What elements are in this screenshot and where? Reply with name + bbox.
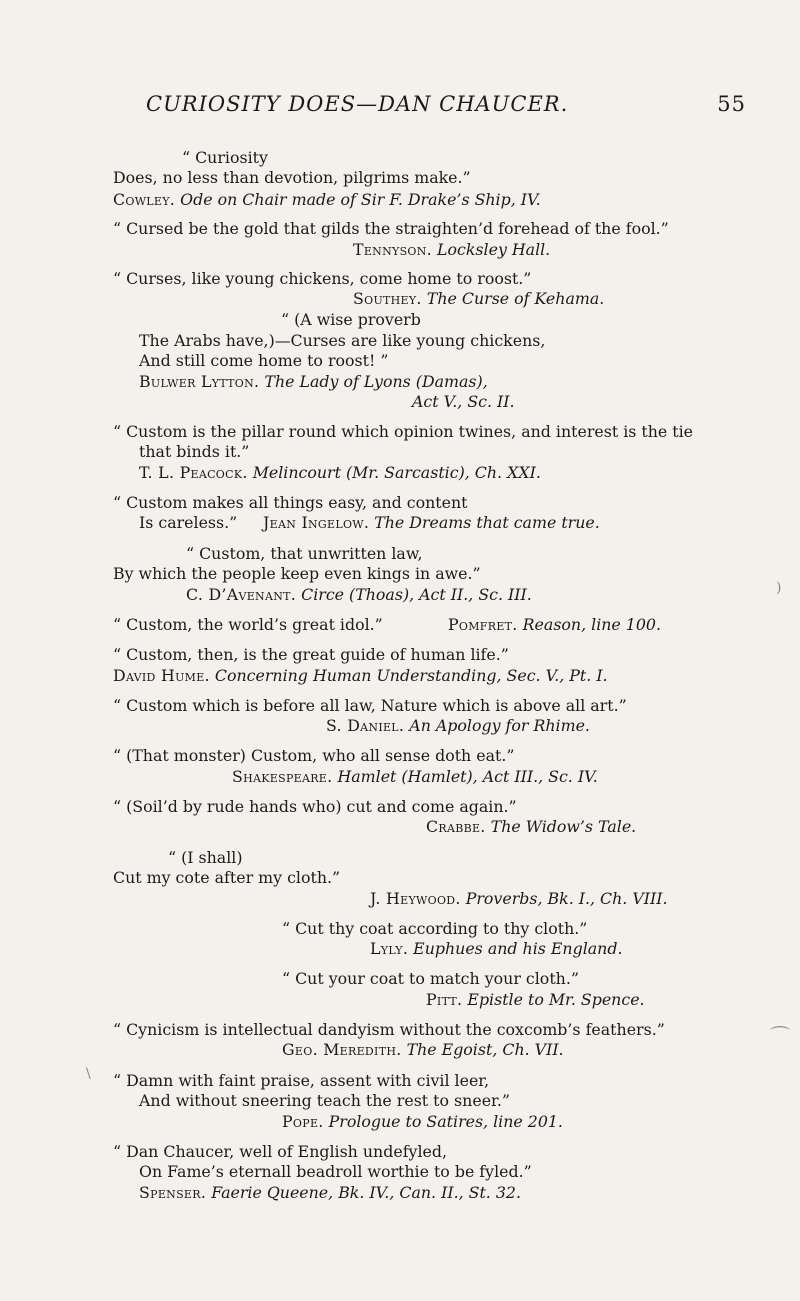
work-title: Reason, line 100. <box>522 615 661 634</box>
work-title: Circe (Thoas), Act II., Sc. III. <box>301 585 532 604</box>
work-title: Epistle to Mr. Spence. <box>467 990 645 1009</box>
quote-line: “ Cynicism is intellectual dandyism without the coxcomb’s feathers.” <box>113 1020 665 1039</box>
quote-line: “ (That monster) Custom, who all sense doth eat.” <box>113 746 515 765</box>
quote-line: “ Dan Chaucer, well of English undefyled, <box>113 1142 447 1161</box>
work-title: Hamlet (Hamlet), Act III., Sc. IV. <box>337 767 598 786</box>
scan-mark-bracket-icon: ⌒ <box>770 1024 790 1048</box>
citation <box>426 817 636 836</box>
page-number: 55 <box>717 92 746 116</box>
citation <box>139 463 541 482</box>
citation <box>139 1183 521 1202</box>
quote-line: “ (I shall) <box>168 848 243 867</box>
quote-line: “ Custom which is before all law, Nature which is above all art.” <box>113 696 627 715</box>
quote-line: “ (A wise proverb <box>281 310 421 329</box>
citation <box>426 990 645 1009</box>
author: Jean Ingelow. <box>263 513 370 532</box>
work-title: The Lady of Lyons (Damas), <box>264 372 488 391</box>
quote-line: “ (Soil’d by rude hands who) cut and come again.” <box>113 797 517 816</box>
work-title: An Apology for Rhime. <box>409 716 590 735</box>
quote-line: And still come home to roost! ” <box>139 351 389 370</box>
work-title: The Curse of Kehama. <box>426 289 605 308</box>
work-title: Melincourt (Mr. Sarcastic), Ch. XXI. <box>252 463 541 482</box>
work-title-continued: Act V., Sc. II. <box>412 392 515 411</box>
citation <box>282 1040 564 1059</box>
quote-line: “ Cut thy coat according to thy cloth.” <box>282 919 588 938</box>
author: J. Heywood. <box>370 889 461 908</box>
work-title: The Egoist, Ch. VII. <box>406 1040 564 1059</box>
author: Bulwer Lytton. <box>139 372 260 391</box>
work-title: Concerning Human Understanding, Sec. V., Pt. I. <box>214 666 608 685</box>
author: David Hume. <box>113 666 210 685</box>
quote-line: “ Custom, then, is the great guide of human life.” <box>113 645 509 664</box>
work-title: Ode on Chair made of Sir F. Drake’s Ship, IV. <box>180 190 541 209</box>
quote-line: Is careless.” <box>139 513 238 532</box>
author: Shakespeare. <box>232 767 333 786</box>
citation <box>113 666 608 685</box>
author: T. L. Peacock. <box>139 463 248 482</box>
quote-line: “ Curses, like young chickens, come home to roost.” <box>113 269 532 288</box>
work-title: The Dreams that came true. <box>374 513 600 532</box>
quote-line: “ Cut your coat to match your cloth.” <box>282 969 579 988</box>
author: S. Daniel. <box>326 716 405 735</box>
author: Lyly. <box>370 939 409 958</box>
quote-line: And without sneering teach the rest to sneer.” <box>139 1091 510 1110</box>
author: Geo. Meredith. <box>282 1040 402 1059</box>
author: Cowley. <box>113 190 176 209</box>
work-title: The Widow’s Tale. <box>490 817 637 836</box>
quote-line: “ Damn with faint praise, assent with civil leer, <box>113 1071 490 1090</box>
author: Pomfret. <box>448 615 518 634</box>
citation <box>353 289 604 308</box>
citation <box>353 240 550 259</box>
author: C. D’Avenant. <box>186 585 297 604</box>
author: Pitt. <box>426 990 463 1009</box>
citation <box>263 513 600 532</box>
citation <box>232 767 598 786</box>
author: Spenser. <box>139 1183 207 1202</box>
citation <box>282 1112 563 1131</box>
work-title: Faerie Queene, Bk. IV., Can. II., St. 32. <box>211 1183 521 1202</box>
quote-line: “ Custom is the pillar round which opinion twines, and interest is the tie <box>113 422 694 441</box>
citation <box>113 190 541 209</box>
quote-line: “ Custom makes all things easy, and content <box>113 493 468 512</box>
quote-line: The Arabs have,)—Curses are like young chickens, <box>139 331 546 350</box>
quote-line: Does, no less than devotion, pilgrims make.” <box>113 168 471 187</box>
author: Tennyson. <box>353 240 432 259</box>
work-title: Locksley Hall. <box>437 240 551 259</box>
scan-mark-bracket-icon: ) <box>776 580 782 596</box>
scan-mark-tick-icon: \ <box>86 1066 91 1082</box>
quote-line: On Fame’s eternall beadroll worthie to be fyled.” <box>139 1162 532 1181</box>
citation <box>370 889 668 908</box>
quote-line: “ Custom, the world’s great idol.” <box>113 615 383 634</box>
quote-line: By which the people keep even kings in awe.” <box>113 564 481 583</box>
work-title: Proverbs, Bk. I., Ch. VIII. <box>465 889 668 908</box>
work-title: Prologue to Satires, line 201. <box>328 1112 563 1131</box>
citation <box>370 939 623 958</box>
author: Pope. <box>282 1112 324 1131</box>
quote-line: Cut my cote after my cloth.” <box>113 868 341 887</box>
quote-line: “ Curiosity <box>182 148 268 167</box>
citation <box>139 372 488 391</box>
author: Crabbe. <box>426 817 486 836</box>
citation <box>448 615 661 634</box>
quote-line: that binds it.” <box>139 442 250 461</box>
work-title: Euphues and his England. <box>413 939 623 958</box>
author: Southey. <box>353 289 422 308</box>
page-title: CURIOSITY DOES—DAN CHAUCER. <box>146 92 569 116</box>
quote-line: “ Cursed be the gold that gilds the straighten’d forehead of the fool.” <box>113 219 669 238</box>
citation <box>186 585 532 604</box>
citation <box>326 716 590 735</box>
quote-line: “ Custom, that unwritten law, <box>186 544 423 563</box>
